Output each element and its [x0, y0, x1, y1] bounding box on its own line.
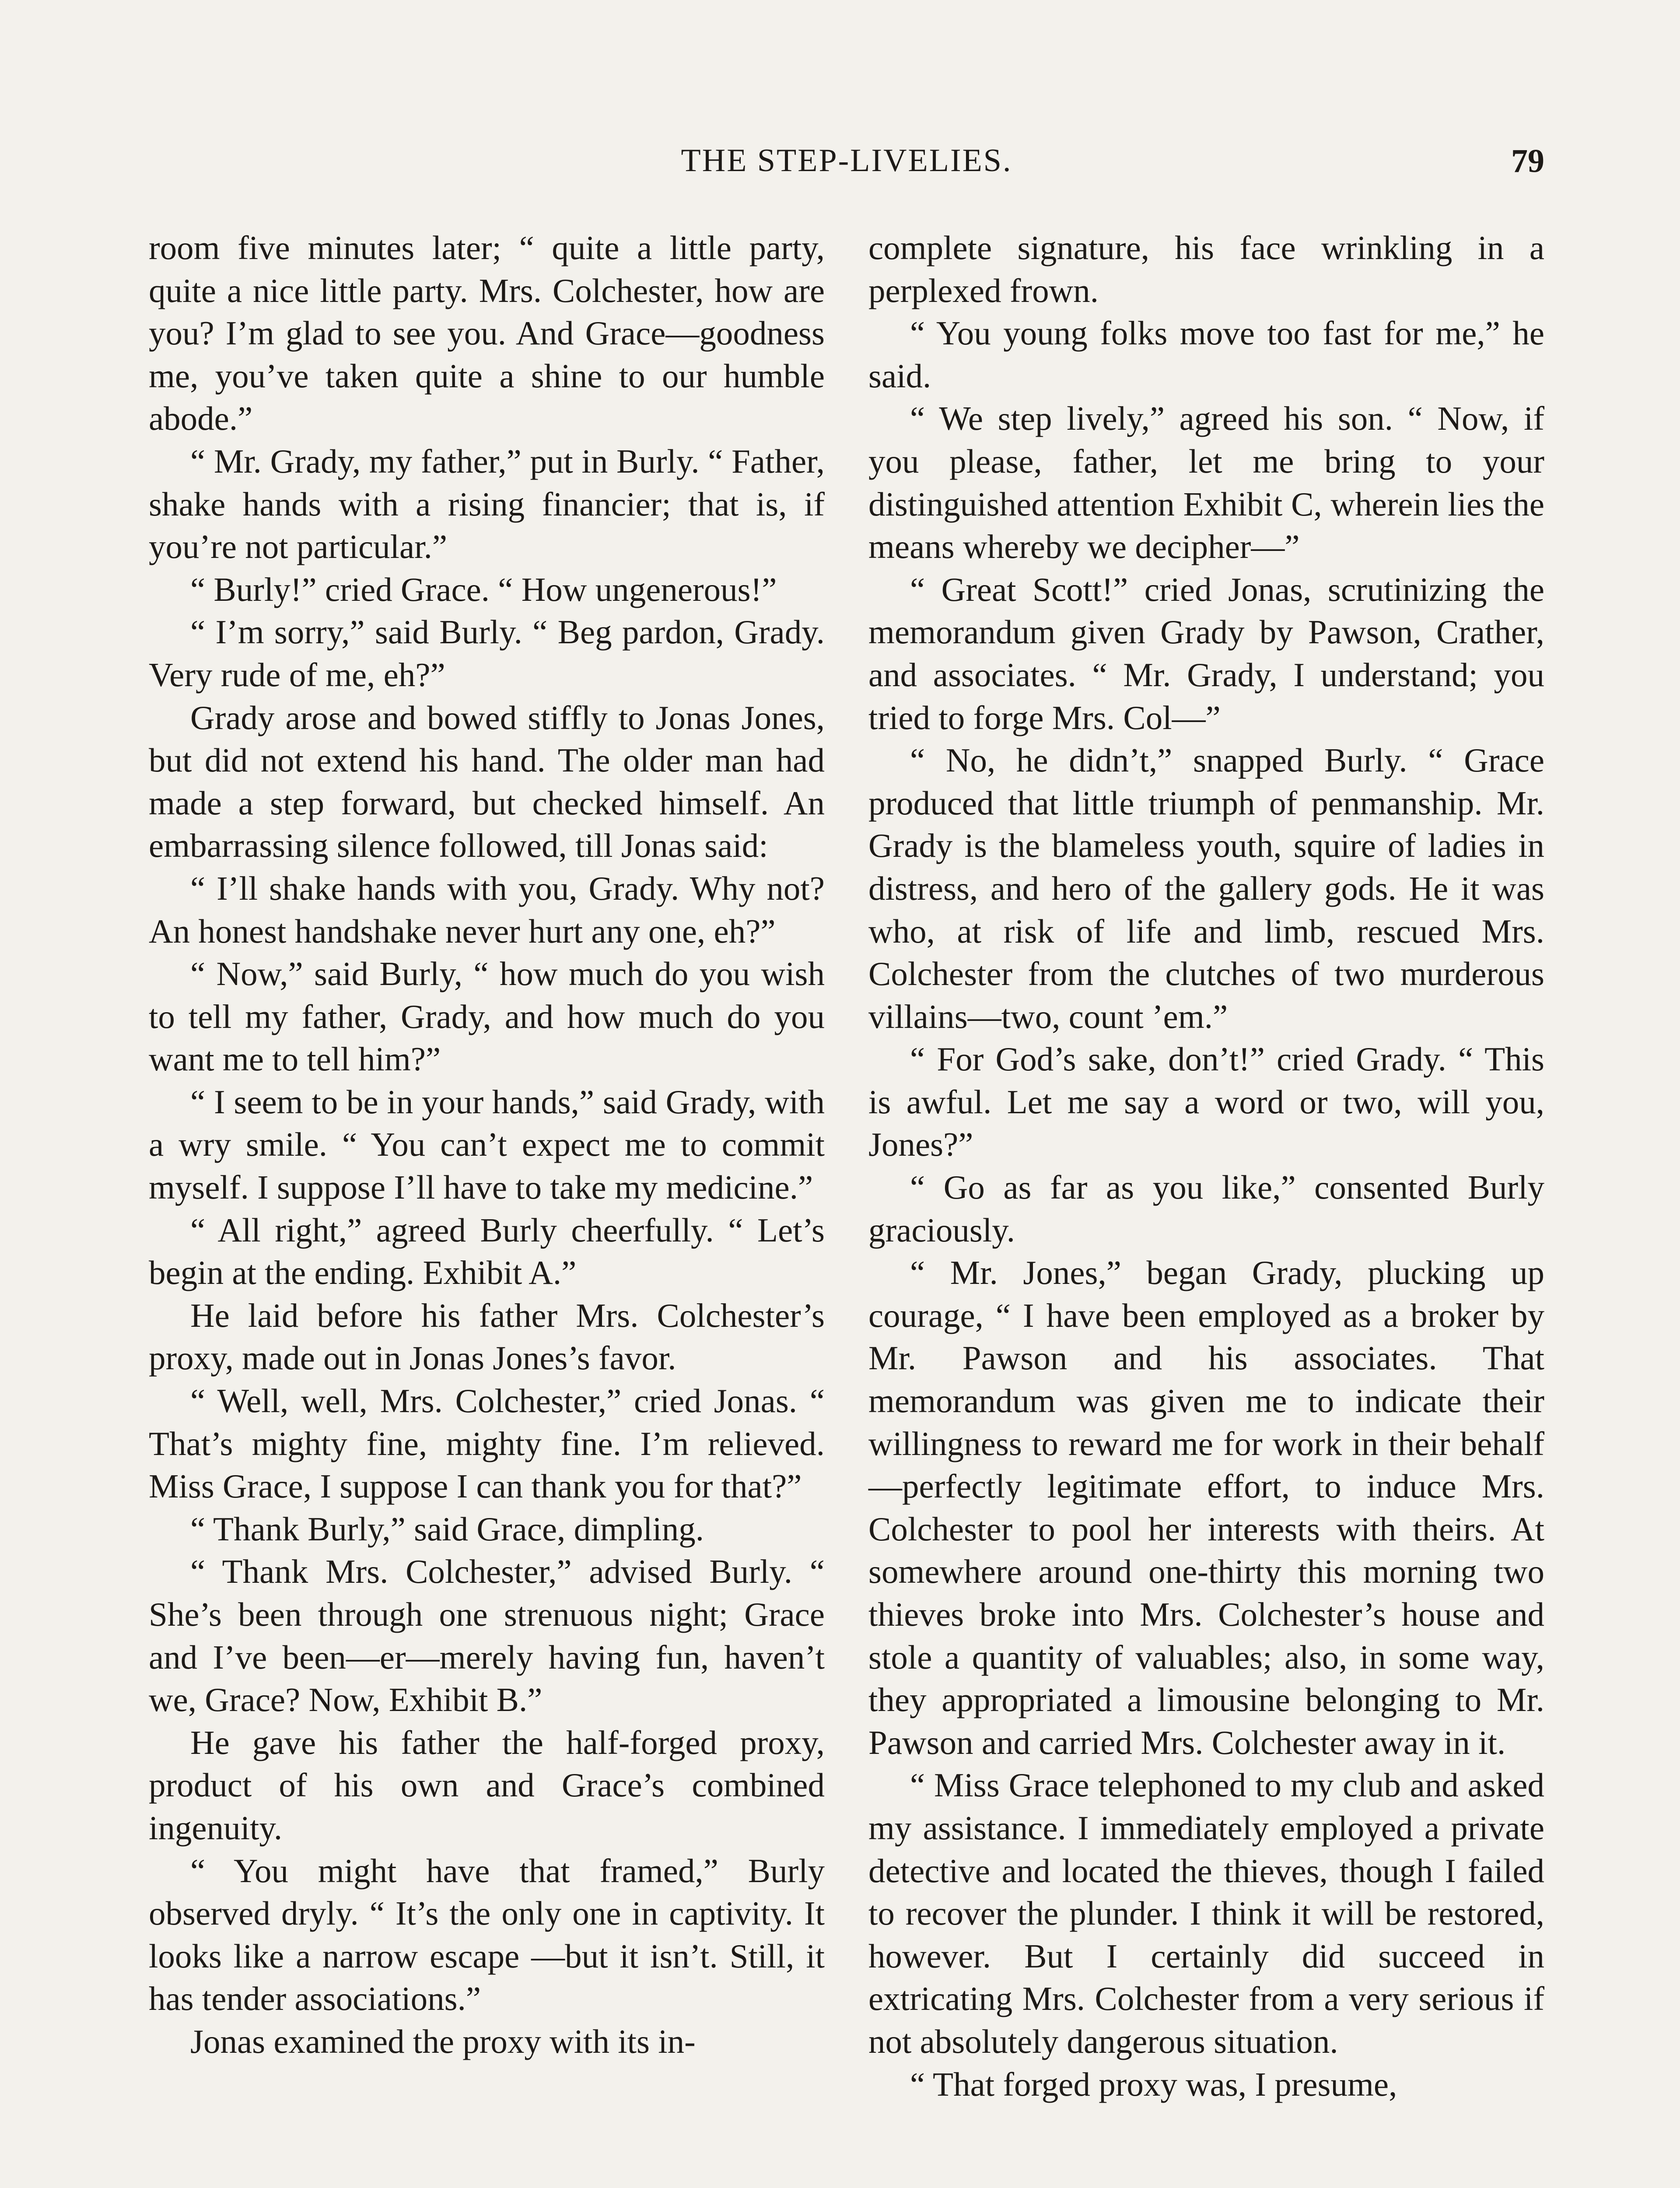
paragraph: “ You might have that framed,” Burly observed dryly. “ It’s the only one in captivity. It looks like a narrow escape —but it isn’t. Still, it has tender associations.”	[149, 1851, 825, 2018]
paragraph: “ Go as far as you like,” consented Burly graciously.	[868, 1168, 1544, 1249]
paragraph: “ Well, well, Mrs. Colchester,” cried Jonas. “ That’s mighty fine, mighty fine. I’m relieved. Miss Grace, I suppose I can thank you for that?”	[149, 1382, 825, 1505]
running-title: THE STEP-LIVELIES.	[681, 143, 1012, 179]
paragraph: He gave his father the half-forged proxy, product of his own and Grace’s combined ingenuity.	[149, 1723, 825, 1847]
paragraph: “ For God’s sake, don’t!” cried Grady. “ This is awful. Let me say a word or two, will you, Jones?”	[868, 1040, 1544, 1164]
paragraph: “ Thank Burly,” said Grace, dimpling.	[190, 1510, 704, 1548]
paragraph: “ Mr. Grady, my father,” put in Burly. “ Father, shake hands with a rising financier; that is, if you’re not particular.”	[149, 442, 825, 566]
paragraph: complete signature, his face wrinkling in a perplexed frown.	[868, 229, 1544, 309]
paragraph: “ Now,” said Burly, “ how much do you wish to tell my father, Grady, and how much do you want me to tell him?”	[149, 955, 825, 1078]
paragraph: He laid before his father Mrs. Colchester’s proxy, made out in Jonas Jones’s favor.	[149, 1296, 825, 1377]
page-number: 79	[1511, 143, 1544, 179]
running-head	[149, 142, 1544, 190]
paragraph: room five minutes later; “ quite a little party, quite a nice little party. Mrs. Colchester, how are you? I’m glad to see you. And Grace—goodness me, you’ve taken quite a shine to our humble abode.”	[149, 229, 825, 438]
paragraph: “ That forged proxy was, I presume,	[910, 2065, 1397, 2103]
left-text-column	[149, 227, 825, 2063]
paragraph: “ I’ll shake hands with you, Grady. Why not? An honest handshake never hurt any one, eh?”	[149, 869, 825, 950]
paragraph: “ We step lively,” agreed his son. “ Now, if you please, father, let me bring to your distinguished attention Exhibit C, wherein lies the means whereby we decipher—”	[868, 400, 1544, 566]
paragraph: Jonas examined the proxy with its in-	[190, 2022, 696, 2060]
paragraph: “ I seem to be in your hands,” said Grady, with a wry smile. “ You can’t expect me to commit myself. I suppose I’ll have to take my medicine.”	[149, 1083, 825, 1206]
right-text-column	[868, 227, 1544, 2106]
paragraph: “ You young folks move too fast for me,” he said.	[868, 314, 1544, 395]
paragraph: “ No, he didn’t,” snapped Burly. “ Grace produced that little triumph of penmanship. Mr. Grady is the blameless youth, squire of ladies in distress, and hero of the gallery gods. He it was who, at risk of life and limb, rescued Mrs. Colchester from the clutches of two murderous villains—two, count ’em.”	[868, 741, 1544, 1035]
paragraph: Grady arose and bowed stiffly to Jonas Jones, but did not extend his hand. The older man had made a step forward, but checked himself. An embarrassing silence followed, till Jonas said:	[149, 698, 825, 865]
paragraph: “ I’m sorry,” said Burly. “ Beg pardon, Grady. Very rude of me, eh?”	[149, 613, 825, 694]
paragraph: “ Mr. Jones,” began Grady, plucking up courage, “ I have been employed as a broker by Mr. Pawson and his associates. That memorandum was given me to indicate their willingness to reward me for work in their behalf—perfectly legitimate effort, to induce Mrs. Colchester to pool her interests with theirs. At somewhere around one-thirty this morning two thieves broke into Mrs. Colchester’s house and stole a quantity of valuables; also, in some way, they appropriated a limousine belonging to Mr. Pawson and carried Mrs. Colchester away in it.	[868, 1254, 1544, 1761]
paragraph: “ Thank Mrs. Colchester,” advised Burly. “ She’s been through one strenuous night; Grace and I’ve been—er—merely having fun, haven’t we, Grace? Now, Exhibit B.”	[149, 1553, 825, 1719]
paragraph: “ Burly!” cried Grace. “ How ungenerous!”	[190, 570, 777, 608]
paragraph: “ Miss Grace telephoned to my club and asked my assistance. I immediately employed a private detective and located the thieves, though I failed to recover the plunder. I think it will be restored, however. But I certainly did succeed in extricating Mrs. Colchester from a very serious if not absolutely dangerous situation.	[868, 1766, 1544, 2060]
paragraph: “ Great Scott!” cried Jonas, scrutinizing the memorandum given Grady by Pawson, Crather, and associates. “ Mr. Grady, I understand; you tried to forge Mrs. Col—”	[868, 570, 1544, 736]
paragraph: “ All right,” agreed Burly cheerfully. “ Let’s begin at the ending. Exhibit A.”	[149, 1211, 825, 1292]
